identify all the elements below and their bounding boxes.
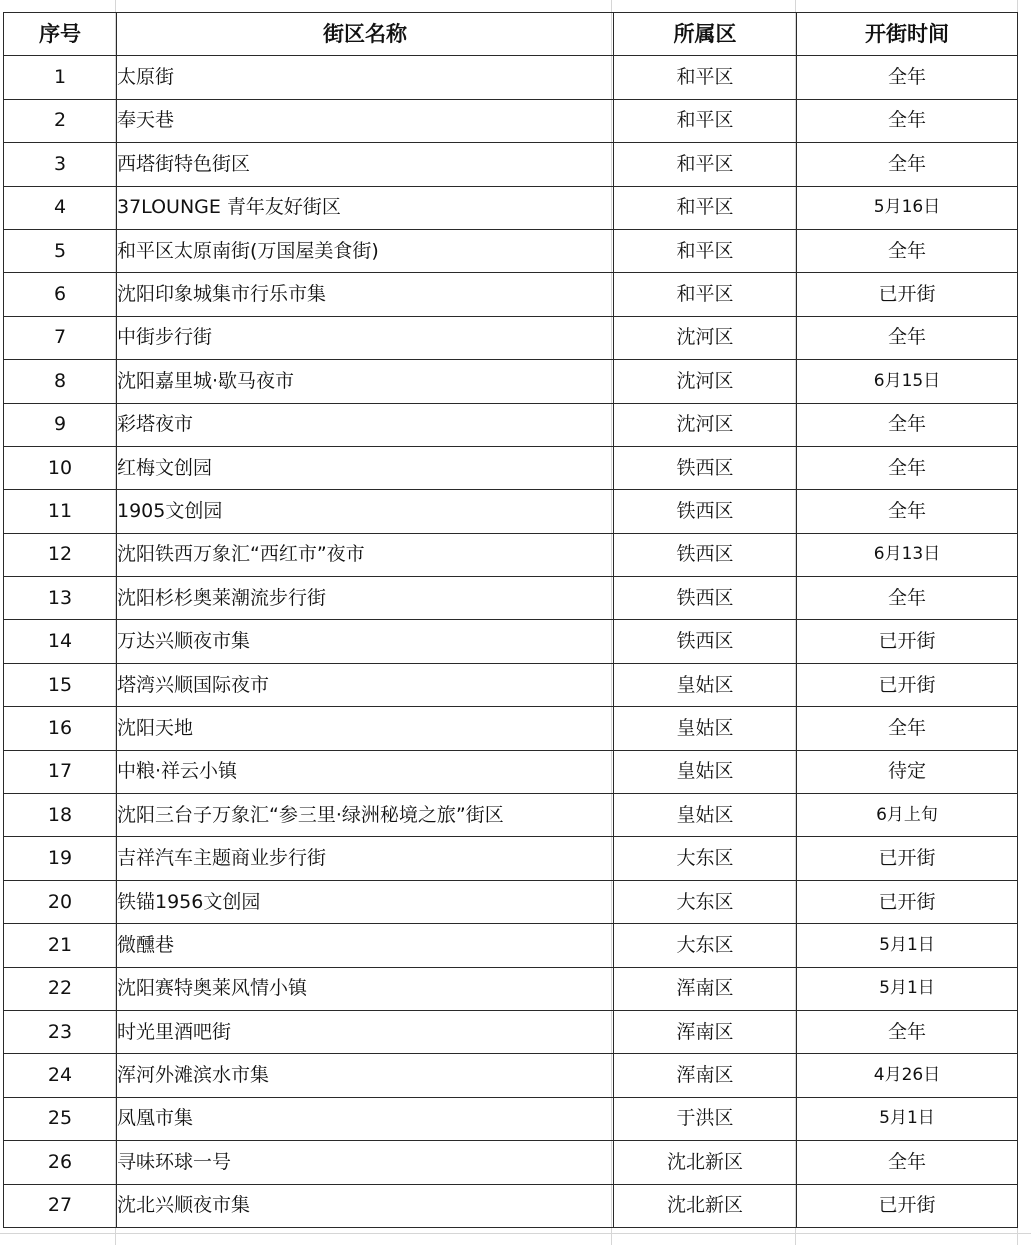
row-index-cell[interactable]: 18 <box>4 794 117 837</box>
table-row <box>4 490 1018 533</box>
row-name-cell[interactable]: 太原街 <box>117 56 614 99</box>
row-open-time-cell[interactable]: 已开街 <box>797 1184 1018 1227</box>
row-name-cell[interactable]: 吉祥汽车主题商业步行街 <box>117 837 614 880</box>
row-district-cell[interactable]: 沈河区 <box>614 360 797 403</box>
row-name-cell[interactable]: 沈阳印象城集市行乐市集 <box>117 273 614 316</box>
table-row <box>4 663 1018 706</box>
row-district-cell[interactable]: 沈北新区 <box>614 1141 797 1184</box>
row-index-cell[interactable]: 9 <box>4 403 117 446</box>
header-open-time[interactable]: 开街时间 <box>797 13 1018 56</box>
row-open-time-cell[interactable]: 已开街 <box>797 837 1018 880</box>
row-name-cell[interactable]: 微醺巷 <box>117 924 614 967</box>
row-district-cell[interactable]: 和平区 <box>614 56 797 99</box>
row-open-time-cell[interactable]: 全年 <box>797 229 1018 272</box>
table-row <box>4 620 1018 663</box>
row-index-cell[interactable]: 4 <box>4 186 117 229</box>
row-index-cell[interactable]: 24 <box>4 1054 117 1097</box>
row-name-cell[interactable]: 沈阳杉杉奥莱潮流步行街 <box>117 577 614 620</box>
table-row <box>4 403 1018 446</box>
table-row <box>4 1184 1018 1227</box>
table-row <box>4 880 1018 923</box>
row-district-cell[interactable]: 沈北新区 <box>614 1184 797 1227</box>
row-district-cell[interactable]: 大东区 <box>614 880 797 923</box>
row-name-cell[interactable]: 沈北兴顺夜市集 <box>117 1184 614 1227</box>
row-name-cell[interactable]: 沈阳铁西万象汇“西红市”夜市 <box>117 533 614 576</box>
row-index-cell[interactable]: 2 <box>4 99 117 142</box>
row-open-time-cell[interactable]: 待定 <box>797 750 1018 793</box>
row-name-cell[interactable]: 彩塔夜市 <box>117 403 614 446</box>
row-open-time-cell[interactable]: 全年 <box>797 316 1018 359</box>
table-row <box>4 99 1018 142</box>
row-district-cell[interactable]: 铁西区 <box>614 577 797 620</box>
row-district-cell[interactable]: 皇姑区 <box>614 663 797 706</box>
row-index-cell[interactable]: 5 <box>4 229 117 272</box>
table-row <box>4 1097 1018 1140</box>
row-index-cell[interactable]: 8 <box>4 360 117 403</box>
row-district-cell[interactable]: 铁西区 <box>614 620 797 663</box>
row-index-cell[interactable]: 14 <box>4 620 117 663</box>
row-index-cell[interactable]: 21 <box>4 924 117 967</box>
row-index-cell[interactable]: 19 <box>4 837 117 880</box>
row-index-cell[interactable]: 13 <box>4 577 117 620</box>
row-name-cell[interactable]: 沈阳三台子万象汇“参三里·绿洲秘境之旅”街区 <box>117 794 614 837</box>
table-row <box>4 707 1018 750</box>
row-name-cell[interactable]: 中粮·祥云小镇 <box>117 750 614 793</box>
table-row <box>4 533 1018 576</box>
table-row <box>4 794 1018 837</box>
row-open-time-cell[interactable]: 全年 <box>797 490 1018 533</box>
header-name[interactable]: 街区名称 <box>117 13 614 56</box>
row-district-cell[interactable]: 铁西区 <box>614 533 797 576</box>
row-open-time-cell[interactable]: 全年 <box>797 403 1018 446</box>
row-district-cell[interactable]: 浑南区 <box>614 1054 797 1097</box>
row-district-cell[interactable]: 和平区 <box>614 229 797 272</box>
row-open-time-cell[interactable]: 全年 <box>797 577 1018 620</box>
table-row <box>4 273 1018 316</box>
row-open-time-cell[interactable]: 已开街 <box>797 273 1018 316</box>
row-district-cell[interactable]: 和平区 <box>614 143 797 186</box>
row-name-cell[interactable]: 和平区太原南街(万国屋美食街) <box>117 229 614 272</box>
header-district[interactable]: 所属区 <box>614 13 797 56</box>
row-index-cell[interactable]: 26 <box>4 1141 117 1184</box>
row-open-time-cell[interactable]: 已开街 <box>797 620 1018 663</box>
row-index-cell[interactable]: 11 <box>4 490 117 533</box>
row-name-cell[interactable]: 奉天巷 <box>117 99 614 142</box>
row-name-cell[interactable]: 浑河外滩滨水市集 <box>117 1054 614 1097</box>
table-row <box>4 360 1018 403</box>
row-name-cell[interactable]: 凤凰市集 <box>117 1097 614 1140</box>
row-index-cell[interactable]: 22 <box>4 967 117 1010</box>
row-open-time-cell[interactable]: 全年 <box>797 707 1018 750</box>
row-name-cell[interactable]: 铁锚1956文创园 <box>117 880 614 923</box>
table-row <box>4 143 1018 186</box>
table-row <box>4 577 1018 620</box>
row-district-cell[interactable]: 铁西区 <box>614 490 797 533</box>
row-open-time-cell[interactable]: 6月13日 <box>797 533 1018 576</box>
row-name-cell[interactable]: 沈阳赛特奥莱风情小镇 <box>117 967 614 1010</box>
table-row <box>4 229 1018 272</box>
row-index-cell[interactable]: 15 <box>4 663 117 706</box>
header-index[interactable]: 序号 <box>4 13 117 56</box>
table-body <box>4 56 1018 1228</box>
row-open-time-cell[interactable]: 5月1日 <box>797 1097 1018 1140</box>
row-index-cell[interactable]: 16 <box>4 707 117 750</box>
row-district-cell[interactable]: 浑南区 <box>614 967 797 1010</box>
row-district-cell[interactable]: 大东区 <box>614 837 797 880</box>
row-open-time-cell[interactable]: 已开街 <box>797 880 1018 923</box>
row-district-cell[interactable]: 皇姑区 <box>614 707 797 750</box>
row-index-cell[interactable]: 10 <box>4 446 117 489</box>
data-table <box>3 12 1018 1228</box>
row-name-cell[interactable]: 37LOUNGE 青年友好街区 <box>117 186 614 229</box>
row-district-cell[interactable]: 于洪区 <box>614 1097 797 1140</box>
row-index-cell[interactable]: 12 <box>4 533 117 576</box>
table-row <box>4 750 1018 793</box>
row-index-cell[interactable]: 20 <box>4 880 117 923</box>
row-index-cell[interactable]: 25 <box>4 1097 117 1140</box>
table-row <box>4 186 1018 229</box>
row-open-time-cell[interactable]: 5月1日 <box>797 924 1018 967</box>
row-name-cell[interactable]: 塔湾兴顺国际夜市 <box>117 663 614 706</box>
row-open-time-cell[interactable]: 全年 <box>797 56 1018 99</box>
table-row <box>4 446 1018 489</box>
row-index-cell[interactable]: 1 <box>4 56 117 99</box>
row-district-cell[interactable]: 皇姑区 <box>614 750 797 793</box>
row-name-cell[interactable]: 沈阳嘉里城·歇马夜市 <box>117 360 614 403</box>
row-name-cell[interactable]: 中街步行街 <box>117 316 614 359</box>
row-open-time-cell[interactable]: 全年 <box>797 1141 1018 1184</box>
row-name-cell[interactable]: 红梅文创园 <box>117 446 614 489</box>
row-index-cell[interactable]: 3 <box>4 143 117 186</box>
table-row <box>4 924 1018 967</box>
sheet-gridline <box>0 1233 1031 1234</box>
table-row <box>4 1054 1018 1097</box>
row-district-cell[interactable]: 沈河区 <box>614 403 797 446</box>
table-row <box>4 1141 1018 1184</box>
row-district-cell[interactable]: 和平区 <box>614 99 797 142</box>
row-open-time-cell[interactable]: 5月1日 <box>797 967 1018 1010</box>
row-index-cell[interactable]: 27 <box>4 1184 117 1227</box>
row-name-cell[interactable]: 寻味环球一号 <box>117 1141 614 1184</box>
table-row <box>4 837 1018 880</box>
row-name-cell[interactable]: 1905文创园 <box>117 490 614 533</box>
row-open-time-cell[interactable]: 全年 <box>797 1010 1018 1053</box>
table-row <box>4 967 1018 1010</box>
header-row <box>4 13 1018 56</box>
row-open-time-cell[interactable]: 全年 <box>797 99 1018 142</box>
row-name-cell[interactable]: 时光里酒吧街 <box>117 1010 614 1053</box>
row-district-cell[interactable]: 皇姑区 <box>614 794 797 837</box>
row-open-time-cell[interactable]: 全年 <box>797 446 1018 489</box>
row-index-cell[interactable]: 7 <box>4 316 117 359</box>
row-name-cell[interactable]: 万达兴顺夜市集 <box>117 620 614 663</box>
row-district-cell[interactable]: 浑南区 <box>614 1010 797 1053</box>
row-district-cell[interactable]: 和平区 <box>614 273 797 316</box>
row-open-time-cell[interactable]: 5月16日 <box>797 186 1018 229</box>
row-name-cell[interactable]: 西塔街特色街区 <box>117 143 614 186</box>
table-row <box>4 1010 1018 1053</box>
row-open-time-cell[interactable]: 已开街 <box>797 663 1018 706</box>
row-district-cell[interactable]: 沈河区 <box>614 316 797 359</box>
row-index-cell[interactable]: 6 <box>4 273 117 316</box>
row-district-cell[interactable]: 铁西区 <box>614 446 797 489</box>
table-row <box>4 316 1018 359</box>
row-name-cell[interactable]: 沈阳天地 <box>117 707 614 750</box>
table-row <box>4 56 1018 99</box>
row-open-time-cell[interactable]: 6月15日 <box>797 360 1018 403</box>
row-open-time-cell[interactable]: 4月26日 <box>797 1054 1018 1097</box>
row-district-cell[interactable]: 大东区 <box>614 924 797 967</box>
row-index-cell[interactable]: 17 <box>4 750 117 793</box>
row-index-cell[interactable]: 23 <box>4 1010 117 1053</box>
row-open-time-cell[interactable]: 全年 <box>797 143 1018 186</box>
row-open-time-cell[interactable]: 6月上旬 <box>797 794 1018 837</box>
row-district-cell[interactable]: 和平区 <box>614 186 797 229</box>
